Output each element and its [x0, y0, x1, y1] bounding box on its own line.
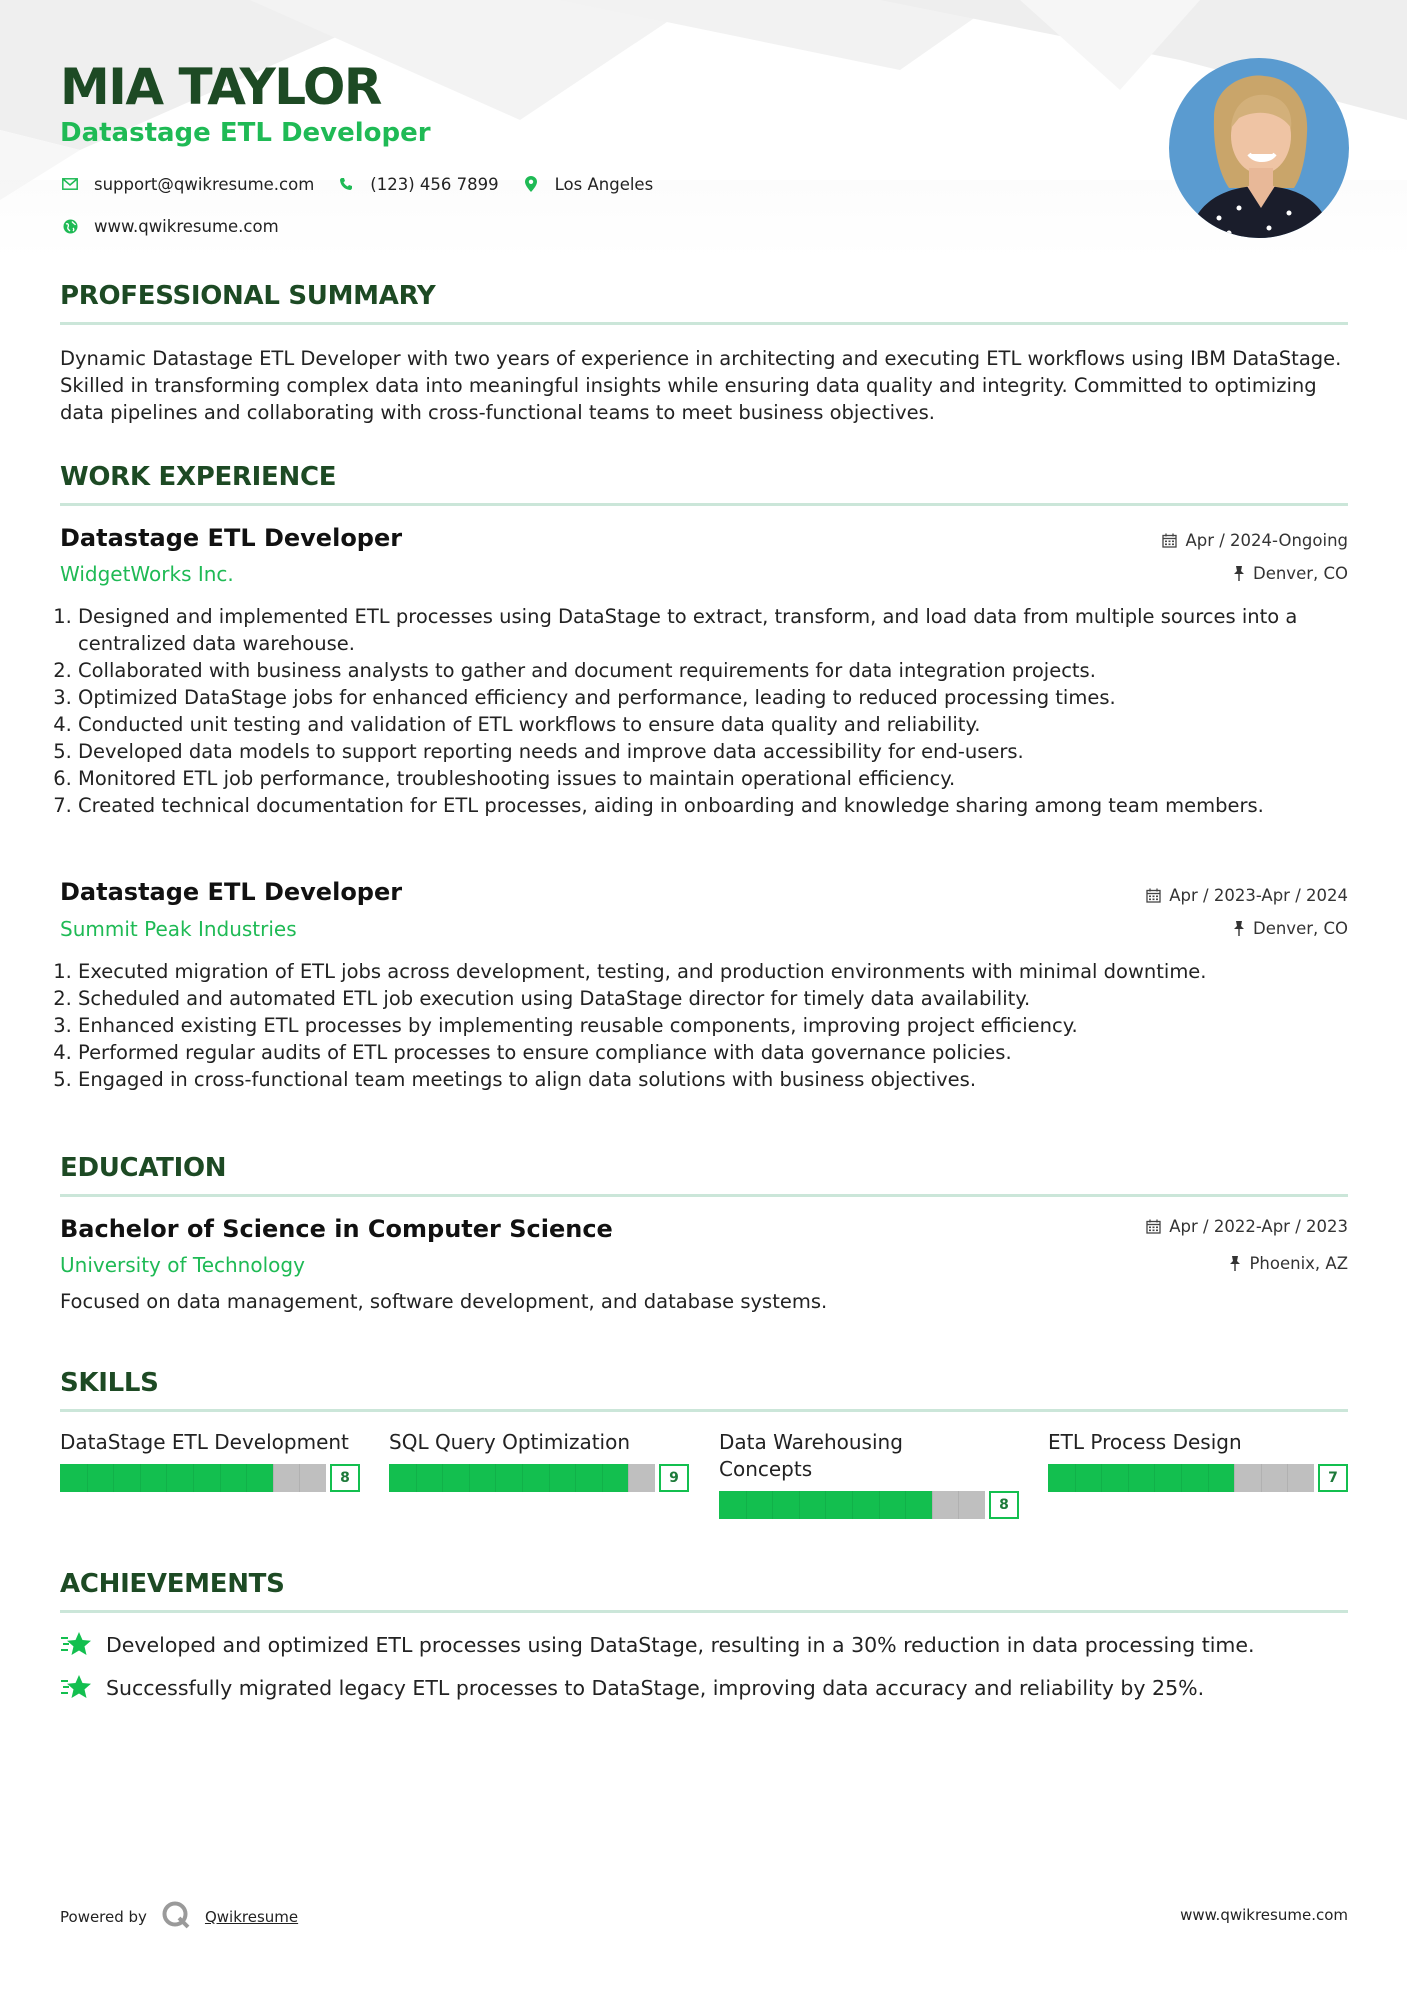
skill-segment-divider	[246, 1464, 247, 1492]
contact-location	[521, 175, 654, 194]
skill-segment-divider	[799, 1491, 800, 1519]
achievements-heading: ACHIEVEMENTS	[60, 1569, 285, 1599]
skill-level-badge: 8	[989, 1491, 1019, 1519]
education-location-text: Phoenix, AZ	[1249, 1254, 1348, 1273]
skill-segment-divider	[575, 1464, 576, 1492]
list-item: 2. Scheduled and automated ETL job execution using DataStage director for timely data availability.	[78, 985, 1366, 1012]
list-item: 3. Enhanced existing ETL processes by implementing reusable components, improving project efficiency.	[78, 1012, 1366, 1039]
education-dates-text: Apr / 2022-Apr / 2023	[1169, 1217, 1348, 1236]
skill-level-badge: 7	[1318, 1464, 1348, 1492]
summary-divider	[60, 322, 1348, 325]
skill-segment-divider	[1101, 1464, 1102, 1492]
list-item: 5. Developed data models to support reporting needs and improve data accessibility for end-users.	[78, 738, 1366, 765]
list-item: 4. Conducted unit testing and validation of ETL workflows to ensure data quality and reliability.	[78, 711, 1366, 738]
skill-segment-divider	[1128, 1464, 1129, 1492]
skill-level-badge: 9	[659, 1464, 689, 1492]
skill-segment-divider	[879, 1491, 880, 1519]
skill-segment-divider	[113, 1464, 114, 1492]
list-item: 1. Executed migration of ETL jobs across development, testing, and production environments with minimal downtime.	[78, 958, 1366, 985]
skill-segment-divider	[852, 1491, 853, 1519]
skill-level-badge: 8	[330, 1464, 360, 1492]
education-school: University of Technology	[60, 1253, 305, 1277]
skill-segment-divider	[166, 1464, 167, 1492]
skill-bar	[389, 1464, 689, 1492]
job-2-bullets	[60, 958, 1366, 1093]
skill-item	[1048, 1429, 1348, 1492]
achievement-item	[60, 1673, 1204, 1703]
summary-text: Dynamic Datastage ETL Developer with two years of experience in architecting and executing ETL workflows using IBM DataStage. Skilled in transforming complex data into meaningful insights while ensuring data quality and integrity. Committed to optimizing data pipelines and collaborating with cross-functional teams to meet business objectives.	[60, 347, 1342, 424]
skill-segment-divider	[220, 1464, 221, 1492]
skills-divider	[60, 1409, 1348, 1412]
phone-icon	[336, 177, 356, 191]
skill-segment-divider	[140, 1464, 141, 1492]
job-1-dates-text: Apr / 2024-Ongoing	[1185, 531, 1348, 550]
list-item: 3. Optimized DataStage jobs for enhanced efficiency and performance, leading to reduced processing times.	[78, 684, 1366, 711]
skill-segment-divider	[1208, 1464, 1209, 1492]
job-1-location	[1233, 564, 1348, 583]
contact-email[interactable]	[60, 175, 314, 194]
list-item: 4. Performed regular audits of ETL processes to ensure compliance with data governance policies.	[78, 1039, 1366, 1066]
education-degree: Bachelor of Science in Computer Science	[60, 1215, 613, 1243]
skill-item	[389, 1429, 689, 1492]
skill-item	[60, 1429, 360, 1492]
experience-divider	[60, 503, 1348, 506]
footer-website[interactable]: www.qwikresume.com	[1180, 1906, 1348, 1924]
summary-heading: PROFESSIONAL SUMMARY	[60, 281, 436, 311]
skill-bar	[60, 1464, 360, 1492]
achievement-item	[60, 1630, 1255, 1660]
location-text: Los Angeles	[554, 174, 654, 194]
job-2-dates	[1146, 886, 1348, 905]
skill-segment-divider	[522, 1464, 523, 1492]
skill-segment-divider	[1075, 1464, 1076, 1492]
job-2-location-text: Denver, CO	[1252, 919, 1348, 938]
globe-icon	[60, 219, 80, 234]
achievement-text: Developed and optimized ETL processes using DataStage, resulting in a 30% reduction in data processing time.	[106, 1633, 1255, 1657]
skill-track	[389, 1464, 655, 1492]
education-location	[1229, 1254, 1348, 1273]
education-dates	[1146, 1217, 1348, 1236]
skill-segment-divider	[416, 1464, 417, 1492]
brand-link[interactable]: Qwikresume	[204, 1908, 299, 1926]
skill-segment-divider	[273, 1464, 274, 1492]
pushpin-icon	[1233, 921, 1245, 936]
skill-segment-divider	[932, 1491, 933, 1519]
skill-segment-divider	[602, 1464, 603, 1492]
skill-segment-divider	[193, 1464, 194, 1492]
skill-item	[719, 1429, 1019, 1519]
list-item: 2. Collaborated with business analysts to gather and document requirements for data integration projects.	[78, 657, 1366, 684]
skill-segment-divider	[299, 1464, 300, 1492]
skill-segment-divider	[1261, 1464, 1262, 1492]
skill-name: SQL Query Optimization	[389, 1430, 631, 1454]
list-item: 7. Created technical documentation for ETL processes, aiding in onboarding and knowledge sharing among team members.	[78, 792, 1366, 819]
profile-photo	[1169, 58, 1349, 238]
skill-segment-divider	[1287, 1464, 1288, 1492]
star-icon	[60, 1673, 94, 1703]
contact-phone[interactable]	[336, 175, 498, 194]
pushpin-icon	[1233, 566, 1245, 581]
skill-segment-divider	[495, 1464, 496, 1492]
skill-segment-divider	[1154, 1464, 1155, 1492]
skill-segment-divider	[905, 1491, 906, 1519]
contact-website[interactable]	[60, 217, 279, 236]
skill-segment-divider	[1181, 1464, 1182, 1492]
skill-bar	[719, 1491, 1019, 1519]
calendar-icon	[1162, 533, 1177, 548]
achievements-divider	[60, 1610, 1348, 1613]
achievement-text: Successfully migrated legacy ETL processes to DataStage, improving data accuracy and reliability by 25%.	[106, 1676, 1205, 1700]
job-2-role: Datastage ETL Developer	[60, 878, 403, 906]
skill-track	[60, 1464, 326, 1492]
website-text: www.qwikresume.com	[94, 216, 279, 236]
contact-row-2	[60, 213, 301, 239]
calendar-icon	[1146, 1219, 1161, 1234]
skill-name: Data Warehousing Concepts	[719, 1430, 903, 1481]
calendar-icon	[1146, 888, 1161, 903]
skills-heading: SKILLS	[60, 1368, 159, 1398]
skill-name: ETL Process Design	[1048, 1430, 1242, 1454]
job-1-bullets	[60, 603, 1366, 819]
job-1-dates	[1162, 531, 1348, 550]
skill-segment-divider	[1234, 1464, 1235, 1492]
job-2-location	[1233, 919, 1348, 938]
education-divider	[60, 1194, 1348, 1197]
skill-fill	[389, 1464, 628, 1492]
phone-text: (123) 456 7899	[370, 174, 499, 194]
email-text: support@qwikresume.com	[94, 174, 315, 194]
list-item: 5. Engaged in cross-functional team meetings to align data solutions with business objectives.	[78, 1066, 1366, 1093]
job-1-role: Datastage ETL Developer	[60, 524, 403, 552]
footer-powered-by	[60, 1900, 298, 1934]
skill-segment-divider	[87, 1464, 88, 1492]
candidate-title: Datastage ETL Developer	[60, 118, 431, 148]
skill-segment-divider	[958, 1491, 959, 1519]
skill-segment-divider	[628, 1464, 629, 1492]
map-pin-icon	[521, 176, 541, 192]
job-1-company: WidgetWorks Inc.	[60, 562, 234, 586]
skill-segment-divider	[746, 1491, 747, 1519]
pushpin-icon	[1229, 1256, 1241, 1271]
candidate-name: MIA TAYLOR	[60, 58, 381, 116]
skill-bar	[1048, 1464, 1348, 1492]
job-2-dates-text: Apr / 2023-Apr / 2024	[1169, 886, 1348, 905]
envelope-icon	[60, 178, 80, 190]
job-1-location-text: Denver, CO	[1252, 564, 1348, 583]
qwikresume-logo-icon	[161, 1900, 191, 1934]
contact-row	[60, 171, 675, 197]
education-description: Focused on data management, software development, and database systems.	[60, 1290, 828, 1313]
skill-segment-divider	[469, 1464, 470, 1492]
skill-segment-divider	[825, 1491, 826, 1519]
skill-segment-divider	[772, 1491, 773, 1519]
star-icon	[60, 1630, 94, 1660]
job-2-company: Summit Peak Industries	[60, 917, 297, 941]
skill-track	[1048, 1464, 1314, 1492]
list-item: 1. Designed and implemented ETL processes using DataStage to extract, transform, and load data from multiple sources into a centralized data warehouse.	[78, 603, 1366, 657]
powered-by-text: Powered by	[60, 1908, 147, 1926]
experience-heading: WORK EXPERIENCE	[60, 462, 337, 492]
education-heading: EDUCATION	[60, 1153, 227, 1183]
list-item: 6. Monitored ETL job performance, troubleshooting issues to maintain operational efficiency.	[78, 765, 1366, 792]
skill-track	[719, 1491, 985, 1519]
skill-segment-divider	[442, 1464, 443, 1492]
skill-segment-divider	[549, 1464, 550, 1492]
skill-fill	[1048, 1464, 1234, 1492]
skill-name: DataStage ETL Development	[60, 1430, 349, 1454]
